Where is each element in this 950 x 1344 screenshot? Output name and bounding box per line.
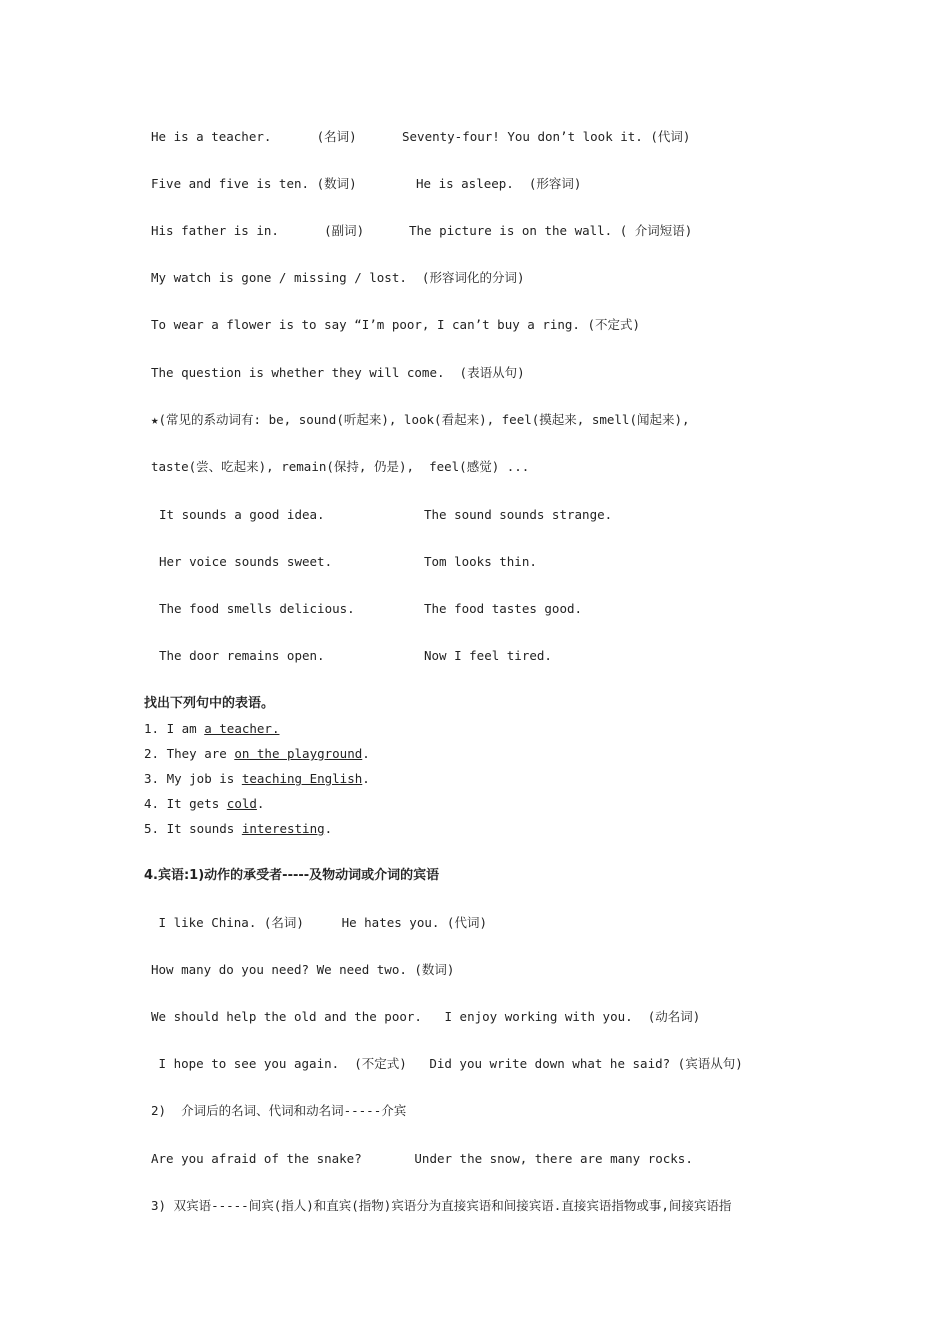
example-noun: He is a teacher. (名词) (151, 129, 357, 144)
exercise-text: 4. It gets (144, 796, 227, 811)
sense-example: Tom looks thin. (424, 554, 537, 569)
example-adjective: He is asleep. (形容词) (416, 176, 582, 191)
example-pronoun: Seventy-four! You don’t look it. (代词) (402, 129, 691, 144)
object-line-6: Are you afraid of the snake? Under the snow, there are many rocks. (151, 1151, 693, 1166)
sense-row-4 (159, 648, 552, 664)
example-numeral: Five and five is ten. (数词) (151, 176, 357, 191)
exercise-item-3 (144, 771, 370, 787)
example-adverb: His father is in. (副词) (151, 223, 365, 238)
exercise-answer: cold (226, 796, 257, 811)
sense-example: The food tastes good. (424, 601, 583, 616)
exercise-answer: teaching English (241, 771, 363, 786)
object-line-3: We should help the old and the poor. I enjoy working with you. (动名词) (151, 1009, 701, 1024)
exercise-text: 3. My job is (144, 771, 242, 786)
exercise-answer: on the playground (234, 746, 363, 761)
exercise-answer: interesting (241, 821, 325, 836)
exercise-text: . (362, 771, 370, 786)
exercise-answer: a teacher. (204, 721, 280, 736)
sense-example: Her voice sounds sweet. (159, 554, 333, 569)
line-five (151, 176, 582, 192)
link-verbs-line-1: ★(常见的系动词有: be, sound(听起来), look(看起来), feel(摸起来, smell(闻起来), (151, 412, 690, 427)
object-line-7: 3) 双宾语-----间宾(指人)和直宾(指物)宾语分为直接宾语和间接宾语.直接宾语指物或事,间接宾语指 (151, 1198, 732, 1213)
exercise-item-4 (144, 796, 264, 812)
object-line-5: 2) 介词后的名词、代词和动名词-----介宾 (151, 1103, 407, 1118)
exercise-item-5 (144, 821, 332, 837)
exercise-item-1 (144, 721, 279, 737)
sense-row-3 (159, 601, 583, 617)
exercise-text: 5. It sounds (144, 821, 242, 836)
object-line-2: How many do you need? We need two. (数词) (151, 962, 455, 977)
exercise-text: . (324, 821, 333, 836)
sense-example: The sound sounds strange. (424, 507, 613, 522)
sense-example: The food smells delicious. (159, 601, 355, 616)
exercise-title: 找出下列句中的表语。 (144, 696, 275, 711)
sense-example: It sounds a good idea. (159, 507, 325, 522)
example-prep-phrase: The picture is on the wall. ( 介词短语) (409, 223, 693, 238)
line-father (151, 223, 693, 239)
line-question: The question is whether they will come. (表语从句) (151, 365, 525, 380)
exercise-text: 2. They are (144, 746, 235, 761)
sense-example: The door remains open. (159, 648, 325, 663)
sense-row-2 (159, 554, 537, 570)
exercise-text: . (362, 746, 370, 761)
line-watch: My watch is gone / missing / lost. (形容词化的分词) (151, 270, 525, 285)
sense-example: Now I feel tired. (424, 648, 552, 663)
link-verbs-line-2: taste(尝、吃起来), remain(保持, 仍是), feel(感觉) ... (151, 459, 530, 474)
object-line-4: I hope to see you again. (不定式) Did you write down what he said? (宾语从句) (151, 1056, 743, 1071)
exercise-text: 1. I am (144, 721, 205, 736)
sense-row-1 (159, 507, 613, 523)
object-line-1: I like China. (名词) He hates you. (代词) (151, 915, 487, 930)
exercise-text: . (256, 796, 265, 811)
exercise-item-2 (144, 746, 370, 762)
line-wear: To wear a flower is to say “I’m poor, I can’t buy a ring. (不定式) (151, 317, 641, 332)
object-title: 4.宾语:1)动作的承受者-----及物动词或介词的宾语 (144, 868, 440, 883)
line-teacher (151, 129, 691, 145)
